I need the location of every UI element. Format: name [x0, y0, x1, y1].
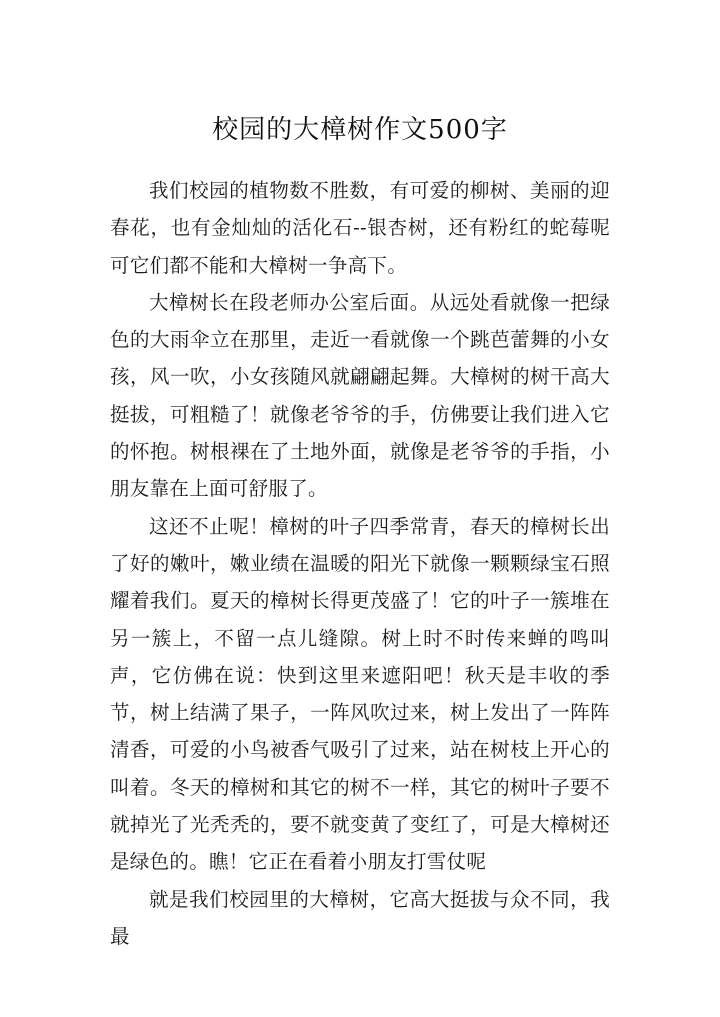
paragraph-2: 大樟树长在段老师办公室后面。从远处看就像一把绿色的大雨伞立在那里，走近一看就像一个跳芭蕾舞的小女孩，风一吹，小女孩随风就翩翩起舞。大樟树的树干高大挺拔，可粗糙了！就像老爷爷的手，仿佛要让我们进入它的怀抱。树根裸在了土地外面，就像是老爷爷的手指，小朋友靠在上面可舒服了。	[110, 290, 610, 501]
paragraph-1: 我们校园的植物数不胜数，有可爱的柳树、美丽的迎春花，也有金灿灿的活化石--银杏树，还有粉红的蛇莓呢可它们都不能和大樟树一争高下。	[110, 179, 610, 277]
document-title: 校园的大樟树作文500字	[212, 115, 508, 145]
document-body	[110, 172, 610, 955]
paragraph-3: 这还不止呢！樟树的叶子四季常青，春天的樟树长出了好的嫩叶，嫩业绩在温暖的阳光下就像一颗颗绿宝石照耀着我们。夏天的樟树长得更茂盛了！它的叶子一簇堆在另一簇上，不留一点儿缝隙。树上时不时传来蝉的鸣叫声，它仿佛在说：快到这里来遮阳吧！秋天是丰收的季节，树上结满了果子，一阵风吹过来，树上发出了一阵阵清香，可爱的小鸟被香气吸引了过来，站在树枝上开心的叫着。冬天的樟树和其它的树不一样，其它的树叶子要不就掉光了光秃秃的，要不就变黄了变红了，可是大樟树还是绿色的。瞧！它正在看着小朋友打雪仗呢	[110, 514, 610, 874]
paragraph-4: 就是我们校园里的大樟树，它高大挺拔与众不同，我最	[110, 887, 610, 948]
